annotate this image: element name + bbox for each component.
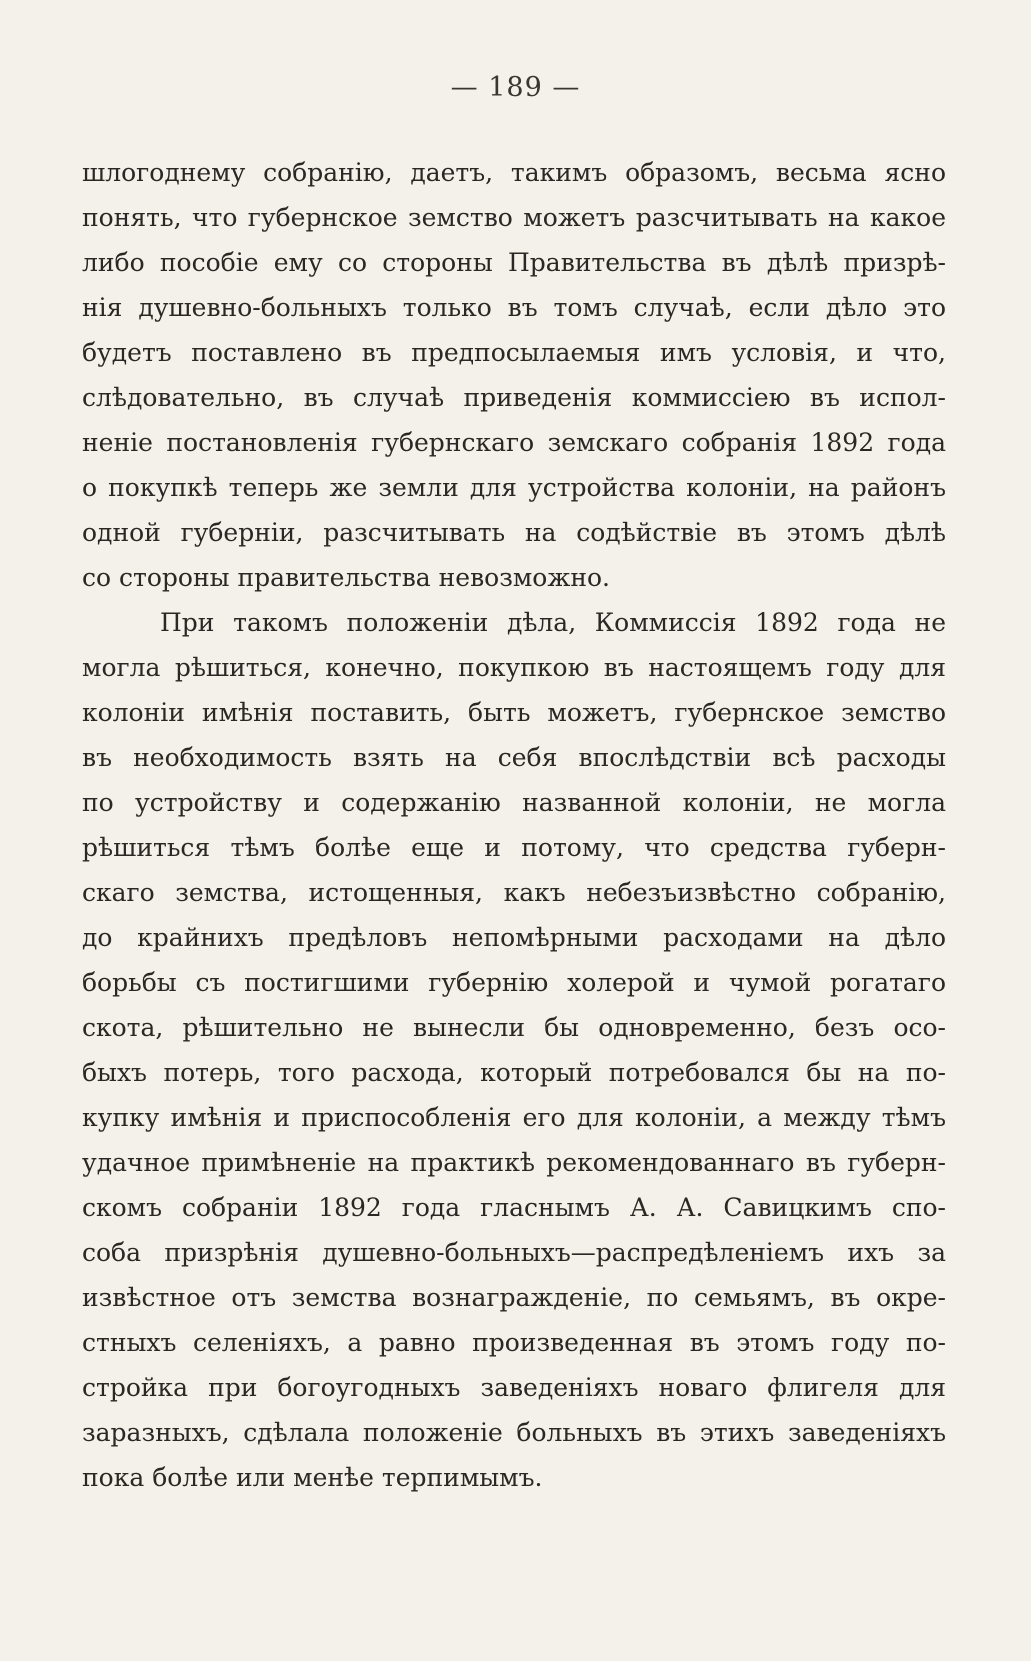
text-line: купку имѣнія и приспособленія его для колоніи, а между тѣмъ — [82, 1103, 946, 1132]
body-text — [82, 150, 946, 1500]
text-line: либо пособіе ему со стороны Правительства въ дѣлѣ призрѣ- — [82, 248, 946, 277]
text-line: понять, что губернское земство можетъ разсчитывать на какое — [82, 203, 946, 232]
text-line: шлогоднему собранію, даетъ, такимъ образомъ, весьма ясно — [82, 158, 946, 187]
paragraph-1 — [82, 150, 946, 600]
text-line: быхъ потерь, того расхода, который потребовался бы на по- — [82, 1058, 946, 1087]
text-line: могла рѣшиться, конечно, покупкою въ настоящемъ году для — [82, 653, 946, 682]
text-line: пока болѣе или менѣе терпимымъ. — [82, 1463, 543, 1492]
text-line: по устройству и содержанію названной колоніи, не могла — [82, 788, 946, 817]
text-line: скаго земства, истощенныя, какъ небезъизвѣстно собранію, — [82, 878, 946, 907]
text-line: заразныхъ, сдѣлала положеніе больныхъ въ этихъ заведеніяхъ — [82, 1418, 946, 1447]
text-line: рѣшиться тѣмъ болѣе еще и потому, что средства губерн- — [82, 833, 946, 862]
text-line: удачное примѣненіе на практикѣ рекомендованнаго въ губерн- — [82, 1148, 946, 1177]
text-line: о покупкѣ теперь же земли для устройства колоніи, на районъ — [82, 473, 946, 502]
text-line: неніе постановленія губернскаго земскаго собранія 1892 года — [82, 428, 946, 457]
text-line: борьбы съ постигшими губернію холерой и чумой рогатаго — [82, 968, 946, 997]
text-line: колоніи имѣнія поставить, быть можетъ, губернское земство — [82, 698, 946, 727]
text-line: соба призрѣнія душевно-больныхъ—распредѣленіемъ ихъ за — [82, 1238, 946, 1267]
text-line: одной губерніи, разсчитывать на содѣйствіе въ этомъ дѣлѣ — [82, 518, 946, 547]
text-line: до крайнихъ предѣловъ непомѣрными расходами на дѣло — [82, 923, 946, 952]
text-line: скота, рѣшительно не вынесли бы одновременно, безъ осо- — [82, 1013, 946, 1042]
text-line: извѣстное отъ земства вознагражденіе, по семьямъ, въ окре- — [82, 1283, 946, 1312]
page-number: — 189 — — [450, 72, 581, 103]
text-line: стройка при богоугодныхъ заведеніяхъ новаго флигеля для — [82, 1373, 946, 1402]
paragraph-2 — [82, 600, 946, 1500]
text-line: будетъ поставлено въ предпосылаемыя имъ условія, и что, — [82, 338, 946, 367]
text-line: скомъ собраніи 1892 года гласнымъ А. А. Савицкимъ спо- — [82, 1193, 946, 1222]
text-line: слѣдовательно, въ случаѣ приведенія коммиссіею въ испол- — [82, 383, 946, 412]
text-line: стныхъ селеніяхъ, а равно произведенная въ этомъ году по- — [82, 1328, 946, 1357]
text-line: со стороны правительства невозможно. — [82, 563, 611, 592]
text-line: въ необходимость взять на себя впослѣдствіи всѣ расходы — [82, 743, 946, 772]
text-line: При такомъ положеніи дѣла, Коммиссія 1892 года не — [160, 608, 946, 637]
text-line: нія душевно-больныхъ только въ томъ случаѣ, если дѣло это — [82, 293, 946, 322]
